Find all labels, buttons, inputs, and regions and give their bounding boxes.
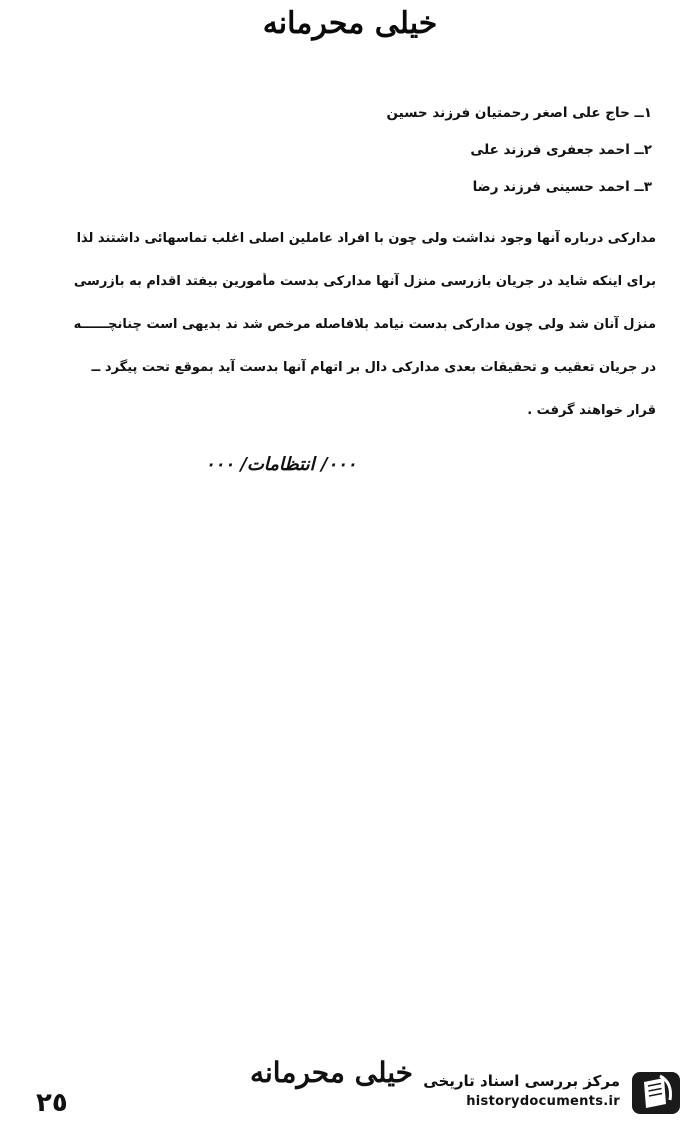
watermark-url: historydocuments.ir	[466, 1094, 620, 1109]
watermark	[423, 1068, 690, 1118]
page-number: ٢٥	[36, 1088, 68, 1118]
body-line: مدارکی درباره آنها وجود نداشت ولی چون با افراد عاملین اصلی اغلب تماسهائی داشتند لذا	[76, 231, 656, 246]
body-line: برای اینکه شاید در جریان بازرسی منزل آنها مدارکی بدست مأمورین بیفتد اقدام به بازرسی	[73, 274, 656, 289]
list-item: ١ــ حاج علی اصغر رحمتیان فرزند حسین	[386, 105, 652, 121]
body-paragraph	[40, 230, 656, 445]
list-item: ٢ــ احمد جعفری فرزند علی	[470, 142, 652, 158]
classification-stamp-top: خیلی محرمانه	[262, 6, 438, 41]
list-item: ٣ــ احمد حسینی فرزند رضا	[472, 179, 652, 195]
document-logo-icon	[630, 1070, 682, 1116]
body-line: قرار خواهند گرفت .	[527, 403, 656, 418]
body-line: در جریان تعقیب و تحقیقات بعدی مدارکی دال بر اتهام آنها بدست آید بموقع تحت پیگرد ــ	[91, 360, 656, 375]
body-line: منزل آنان شد ولی چون مدارکی بدست نیامد بلافاصله مرخص شد ند بدیهی است چنانچــــــه	[73, 317, 656, 332]
signature: ٠٠٠/ انتظامات/ ٠٠٠	[205, 454, 357, 475]
classification-stamp-bottom: خیلی محرمانه	[250, 1056, 413, 1089]
watermark-title: مرکز بررسی اسناد تاریخی	[423, 1072, 620, 1090]
person-list	[52, 104, 652, 215]
